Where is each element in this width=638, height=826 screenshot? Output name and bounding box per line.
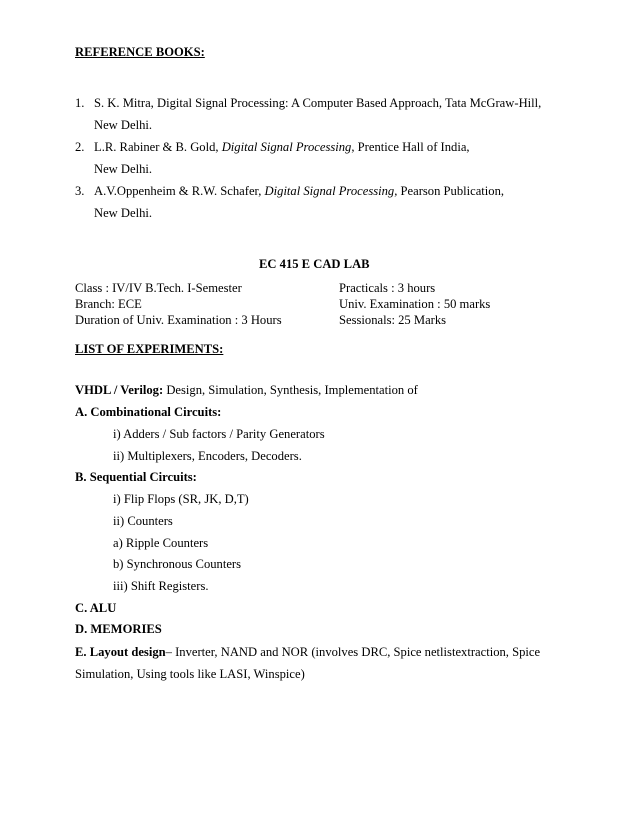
layout-design-line (75, 645, 540, 660)
layout-design-label: E. Layout design (75, 645, 166, 659)
vhdl-line (75, 383, 418, 398)
practicals-info: Practicals : 3 hours (339, 281, 436, 295)
vhdl-description: Design, Simulation, Synthesis, Implementation of (163, 383, 418, 397)
book-1-citation: S. K. Mitra, Digital Signal Processing: A Computer Based Approach, Tata McGraw-Hill, (94, 96, 542, 110)
experiments-heading: LIST OF EXPERIMENTS: (75, 342, 224, 356)
class-info: Class : IV/IV B.Tech. I-Semester (75, 281, 242, 295)
book-1-text (94, 96, 541, 111)
book-2-authors: L.R. Rabiner & B. Gold, (94, 140, 222, 154)
sequential-item: i) Flip Flops (SR, JK, D,T) (113, 492, 249, 506)
sequential-item: b) Synchronous Counters (113, 557, 242, 571)
sessionals-info: Sessionals: 25 Marks (339, 313, 447, 327)
combinational-item: ii) Multiplexers, Encoders, Decoders. (113, 449, 302, 463)
branch-info: Branch: ECE (75, 297, 142, 311)
univ-exam-info: Univ. Examination : 50 marks (339, 297, 491, 311)
book-2-number: 2. (75, 140, 85, 154)
sequential-item: ii) Counters (113, 514, 173, 528)
book-2-text (94, 140, 470, 155)
reference-books-heading: REFERENCE BOOKS: (75, 45, 205, 59)
book-1-number: 1. (75, 96, 85, 110)
book-2-title: Digital Signal Processing (221, 140, 352, 154)
book-3-number: 3. (75, 184, 85, 198)
book-1-line2: New Delhi. (94, 118, 153, 132)
book-3-title: Digital Signal Processing, (264, 184, 398, 198)
duration-info: Duration of Univ. Examination : 3 Hours (75, 313, 282, 327)
book-2-line2: New Delhi. (94, 162, 153, 176)
sequential-item: a) Ripple Counters (113, 536, 209, 550)
combinational-item: i) Adders / Sub factors / Parity Generators (113, 427, 325, 441)
layout-design-line2: Simulation, Using tools like LASI, Winspice) (75, 667, 305, 681)
memories-heading: D. MEMORIES (75, 622, 162, 636)
alu-heading: C. ALU (75, 601, 117, 615)
book-3-authors: A.V.Oppenheim & R.W. Schafer, (94, 184, 265, 198)
combinational-heading: A. Combinational Circuits: (75, 405, 222, 419)
sequential-heading: B. Sequential Circuits: (75, 470, 197, 484)
book-3-publisher: Pearson Publication, (397, 184, 505, 198)
vhdl-label: VHDL / Verilog: (75, 383, 164, 397)
book-3-text (94, 184, 504, 199)
lab-title: EC 415 E CAD LAB (259, 257, 370, 271)
book-3-line2: New Delhi. (94, 206, 153, 220)
layout-design-description: – Inverter, NAND and NOR (involves DRC, Spice netlistextraction, Spice (165, 645, 541, 659)
sequential-item: iii) Shift Registers. (113, 579, 209, 593)
book-2-publisher: , Prentice Hall of India, (351, 140, 470, 154)
